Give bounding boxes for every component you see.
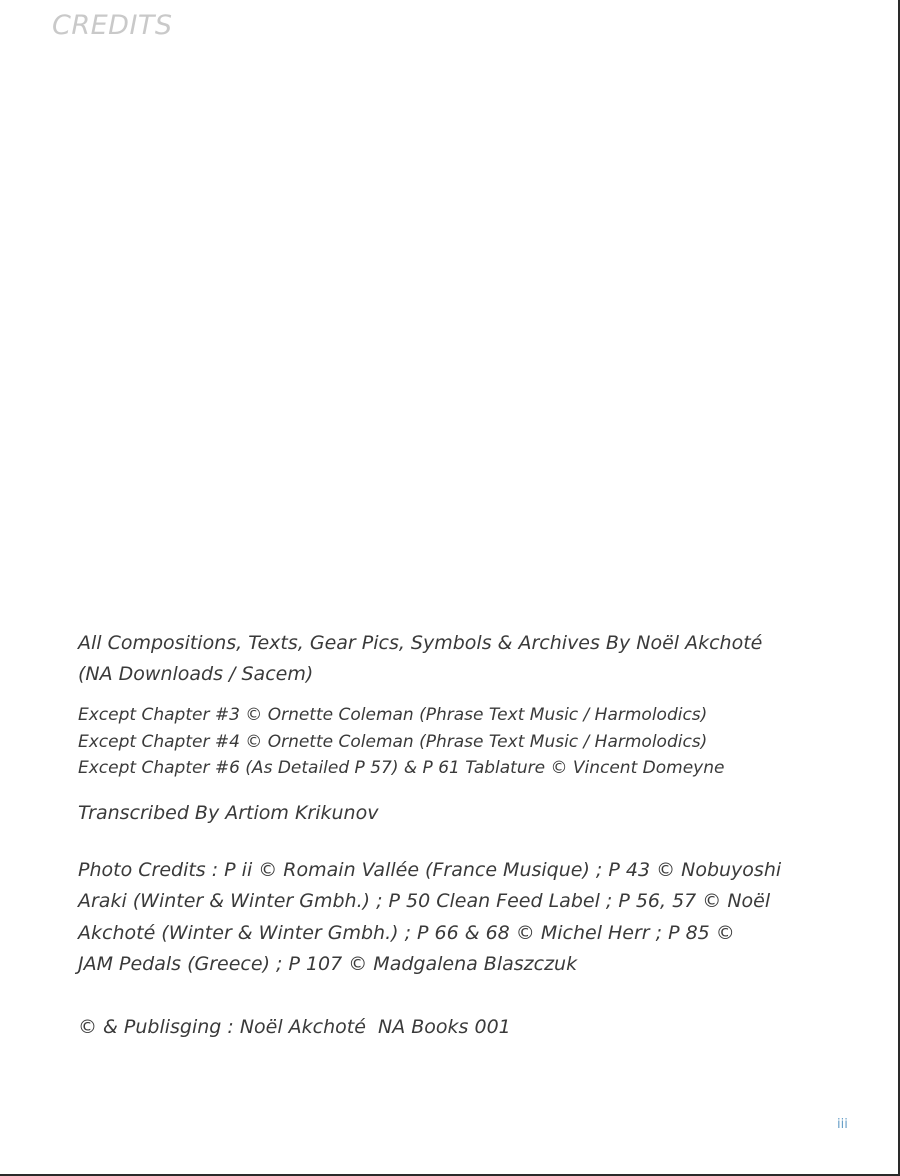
photo-credit-line: JAM Pedals (Greece) ; P 107 © Madgalena Blaszczuk [78, 953, 578, 975]
photo-credits [78, 855, 838, 981]
transcription-credit: Transcribed By Artiom Krikunov [78, 801, 379, 824]
chapter-exception: Except Chapter #6 (As Detailed P 57) & P 61 Tablature © Vincent Domeyne [78, 758, 725, 778]
page-title: CREDITS [52, 10, 173, 41]
publishing-credit: © & Publisging : Noël Akchoté NA Books 001 [78, 1015, 511, 1038]
chapter-exception: Except Chapter #4 © Ornette Coleman (Phrase Text Music / Harmolodics) [78, 731, 708, 752]
chapter-exception: Except Chapter #3 © Ornette Coleman (Phrase Text Music / Harmolodics) [78, 705, 708, 725]
credits-block [78, 628, 838, 1043]
photo-credit-line: Photo Credits : P ii © Romain Vallée (France Musique) ; P 43 © Nobuyoshi [78, 858, 782, 881]
page-number: iii [837, 1117, 848, 1132]
photo-credit-line: Araki (Winter & Winter Gmbh.) ; P 50 Clean Feed Label ; P 56, 57 © Noël [78, 890, 771, 912]
composition-credit [78, 628, 838, 690]
composition-credit-line: All Compositions, Texts, Gear Pics, Symbols & Archives By Noël Akchoté [78, 632, 763, 654]
photo-credit-line: Akchoté (Winter & Winter Gmbh.) ; P 66 & 68 © Michel Herr ; P 85 © [78, 921, 735, 944]
chapter-exceptions [78, 702, 838, 782]
composition-credit-line: (NA Downloads / Sacem) [78, 663, 314, 685]
